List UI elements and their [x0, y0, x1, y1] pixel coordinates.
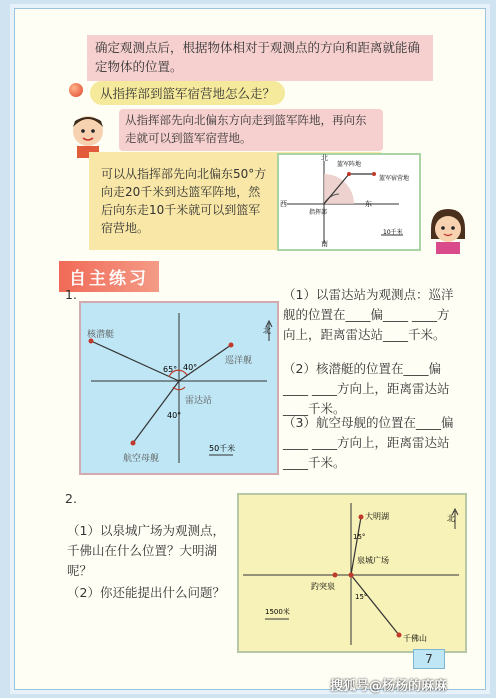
ex1-angle3: 40°: [167, 411, 182, 420]
small-map-west: 西: [280, 200, 287, 208]
small-map-scale: 10千米: [383, 229, 403, 236]
kid-speech-bubble: [119, 109, 383, 151]
intro-box: [87, 35, 433, 81]
small-map: [277, 153, 421, 251]
ex2-scale: 1500米: [265, 608, 290, 616]
ex1-carrier-label: 航空母舰: [123, 454, 160, 464]
small-map-label2: 篮军宿营地: [379, 175, 410, 182]
kid-speech-text: 从指挥部先向北偏东方向走到篮军阵地，再向东走就可以到篮军宿营地。: [125, 113, 367, 145]
page-number-badge: [413, 649, 445, 669]
ex1-angle2: 40°: [183, 363, 198, 372]
ex2-q1: （1）以泉城广场为观测点，千佛山在什么位置？大明湖呢？: [67, 523, 225, 578]
ex2-mountain-label: 千佛山: [403, 634, 427, 643]
small-map-east: 东: [365, 200, 372, 208]
ex2-number: 2.: [65, 491, 77, 506]
ex2-square-label: 泉城广场: [357, 556, 389, 565]
page-number: 7: [425, 652, 433, 666]
girl-avatar-icon: [423, 205, 473, 255]
small-map-south: 南: [321, 240, 328, 248]
ex1-angle1: 65°: [163, 365, 178, 374]
ex2-q2: （2）你还能提出什么问题？: [67, 585, 225, 600]
ex2-lake-label: 大明湖: [365, 512, 389, 521]
section-title-text: 自主练习: [69, 269, 149, 289]
ex1-scale: 50千米: [209, 444, 236, 453]
small-map-label3: 指挥部: [309, 209, 328, 216]
ex1-q3: （3）航空母舰的位置在____偏____ ____方向上，距离雷达站____千米。: [283, 415, 454, 470]
ex1-sub-label: 核潜艇: [87, 330, 115, 340]
ex2-spring-label: 趵突泉: [311, 582, 335, 591]
intro-text: 确定观测点后，根据物体相对于观测点的方向和距离就能确定物体的位置。: [95, 40, 421, 74]
ex1-number: 1.: [65, 287, 77, 302]
ex1-cruiser-label: 巡洋舰: [225, 356, 253, 366]
ex1-q2: （2）核潜艇的位置在____偏____ ____方向上，距离雷达站____千米。: [283, 361, 450, 416]
ex2-north: 北: [447, 514, 455, 523]
small-map-label1: 篮军阵地: [337, 161, 362, 168]
watermark-text: 搜狐号@杨杨的麻麻: [330, 679, 448, 694]
ex1-q1: （1）以雷达站为观测点：巡洋舰的位置在____偏____ ____方向上，距离雷达站____千米。: [283, 287, 454, 342]
ex2-angle1: 15°: [353, 533, 366, 541]
answer-text: 可以从指挥部先向北偏东50°方向走20千米到达篮军阵地，然后向东走10千米就可以到篮军宿营地。: [101, 167, 267, 235]
ball-icon: [69, 83, 83, 97]
question-text: 从指挥部到篮军宿营地怎么走？: [100, 86, 276, 101]
small-map-north: 北: [321, 154, 328, 162]
ex2-angle2: 15°: [355, 593, 368, 601]
ex2-map: [237, 493, 467, 653]
textbook-page: [14, 8, 486, 690]
ex2-map-svg: [239, 495, 465, 651]
ex1-north: 北: [263, 326, 271, 335]
ex1-radar-label: 雷达站: [185, 396, 213, 406]
ex1-map: [79, 301, 279, 475]
question-pill: [90, 81, 285, 105]
